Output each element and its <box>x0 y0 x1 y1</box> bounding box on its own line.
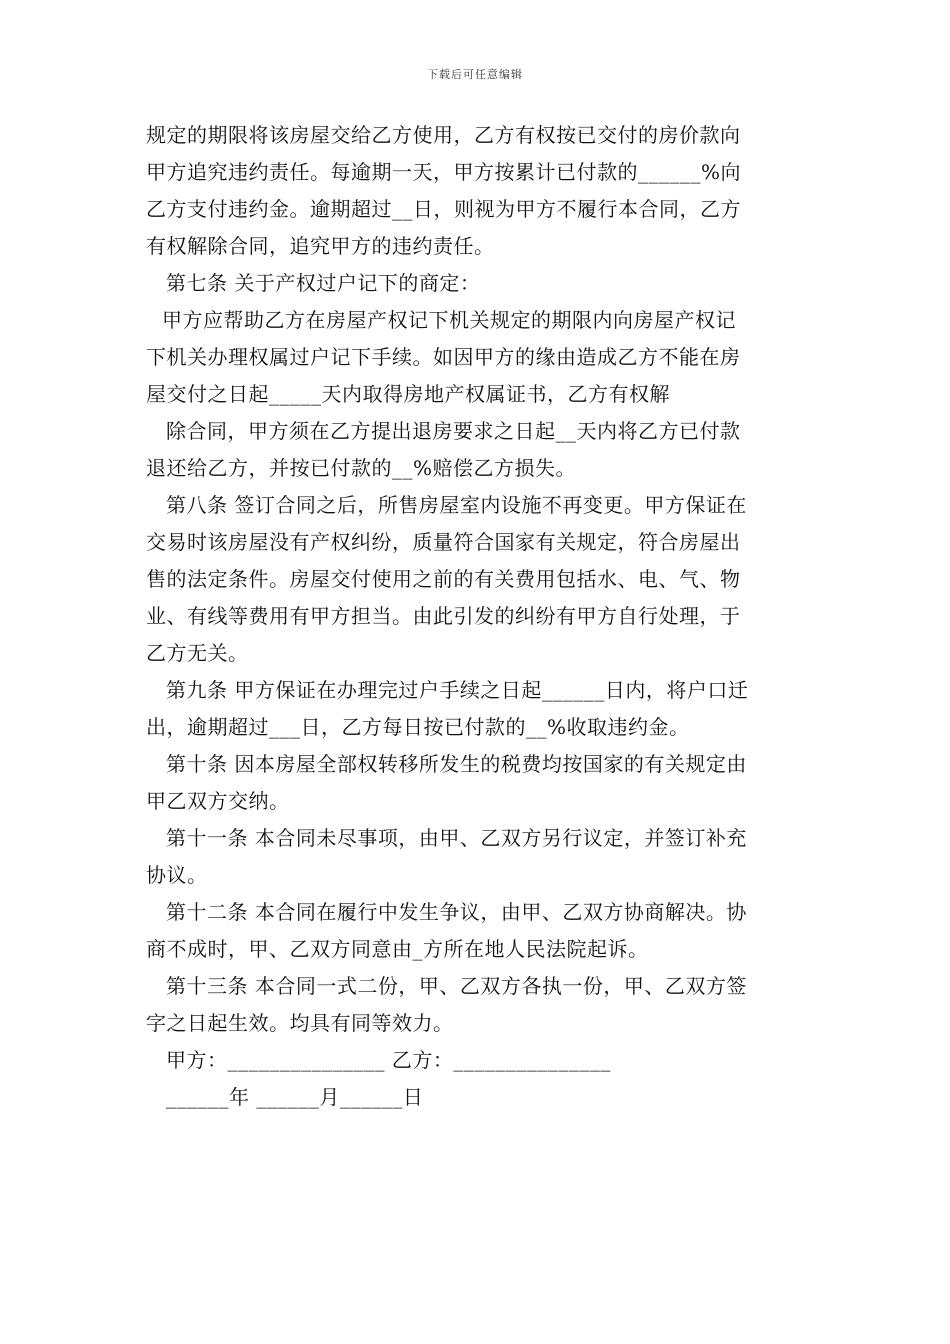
text-line: 乙方支付违约金。逾期超过__日，则视为甲方不履行本合同，乙方 <box>146 197 741 221</box>
text-line: 规定的期限将该房屋交给乙方使用，乙方有权按已交付的房价款向 <box>146 123 741 147</box>
date-line: ______年 ______月______日 <box>166 1085 424 1109</box>
article-9: 第九条 甲方保证在办理完过户手续之日起______日内，将户口迁 <box>166 678 749 702</box>
signature-line: 甲方：_______________ 乙方：_______________ <box>166 1048 611 1072</box>
text-line: 有权解除合同，追究甲方的违约责任。 <box>146 234 495 258</box>
article-7-heading: 第七条 关于产权过户记下的商定： <box>166 271 481 295</box>
text-line: 商不成时，甲、乙双方同意由_方所在地人民法院起诉。 <box>146 937 649 961</box>
text-line: 甲方追究违约责任。每逾期一天，甲方按累计已付款的______%向 <box>146 160 742 184</box>
text-line: 字之日起生效。均具有同等效力。 <box>146 1011 454 1035</box>
text-line: 业、有线等费用有甲方担当。由此引发的纠纷有甲方自行处理，于 <box>146 604 741 628</box>
text-line: 售的法定条件。房屋交付使用之前的有关费用包括水、电、气、物 <box>146 567 741 591</box>
text-line: 退还给乙方，并按已付款的__%赔偿乙方损失。 <box>146 456 577 480</box>
page-header: 下载后可任意编辑 <box>427 68 523 81</box>
text-line: 出，逾期超过___日，乙方每日按已付款的__%收取违约金。 <box>146 715 690 739</box>
text-line: 下机关办理权属过户记下手续。如因甲方的缘由造成乙方不能在房 <box>146 345 741 369</box>
article-12: 第十二条 本合同在履行中发生争议，由甲、乙双方协商解决。协 <box>166 900 747 924</box>
text-line: 屋交付之日起_____天内取得房地产权属证书，乙方有权解 <box>146 382 670 406</box>
article-10: 第十条 因本房屋全部权转移所发生的税费均按国家的有关规定由 <box>166 752 747 776</box>
article-11: 第十一条 本合同未尽事项，由甲、乙双方另行议定，并签订补充 <box>166 826 747 850</box>
text-line: 甲乙双方交纳。 <box>146 789 290 813</box>
text-line: 乙方无关。 <box>146 641 249 665</box>
text-line: 协议。 <box>146 863 208 887</box>
document-body <box>146 117 810 1116</box>
text-line: 甲方应帮助乙方在房屋产权记下机关规定的期限内向房屋产权记 <box>162 308 736 332</box>
text-line: 除合同，甲方须在乙方提出退房要求之日起__天内将乙方已付款 <box>166 419 741 443</box>
text-line: 交易时该房屋没有产权纠纷，质量符合国家有关规定，符合房屋出 <box>146 530 741 554</box>
article-8: 第八条 签订合同之后，所售房屋室内设施不再变更。甲方保证在 <box>166 493 747 517</box>
article-13: 第十三条 本合同一式二份，甲、乙双方各执一份，甲、乙双方签 <box>166 974 747 998</box>
